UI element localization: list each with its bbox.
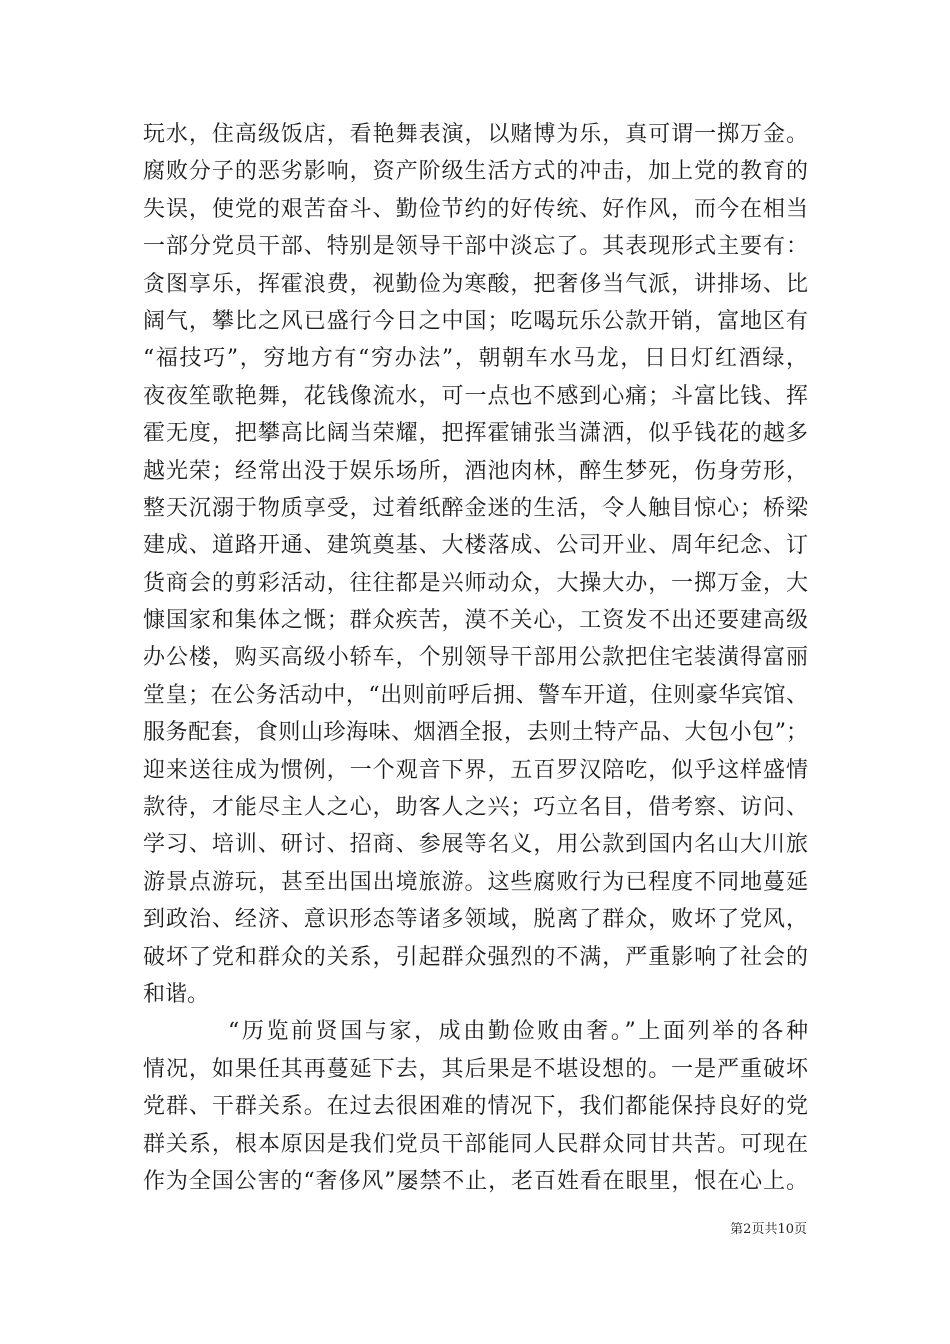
text-line: 越光荣；经常出没于娱乐场所，酒池肉林，醉生梦死，伤身劳形，	[143, 458, 808, 484]
text-line: 和谐。	[143, 981, 210, 1007]
text-line: 服务配套，食则山珍海味、烟酒全报，去则土特产品、大包小包”；	[143, 720, 808, 746]
text-line: 一部分党员干部、特别是领导干部中淡忘了。其表现形式主要有：	[143, 234, 808, 260]
text-line: 到政治、经济、意识形态等诸多领域，脱离了群众，败坏了党风，	[143, 907, 808, 933]
text-line: 建成、道路开通、建筑奠基、大楼落成、公司开业、周年纪念、订	[143, 533, 808, 559]
text-line: 游景点游玩，甚至出国出境旅游。这些腐败行为已程度不同地蔓延	[143, 869, 808, 895]
text-line: 腐败分子的恶劣影响，资产阶级生活方式的冲击，加上党的教育的	[143, 159, 808, 185]
text-line: 玩水，住高级饭店，看艳舞表演，以赌博为乐，真可谓一掷万金。	[143, 122, 808, 147]
text-line: 堂皇；在公务活动中，“出则前呼后拥、警车开道，住则豪华宾馆、	[143, 682, 808, 708]
text-line: 群关系，根本原因是我们党员干部能同人民群众同甘共苦。可现在	[143, 1131, 808, 1157]
text-line: 款待，才能尽主人之心，助客人之兴；巧立名目，借考察、访问、	[143, 795, 808, 821]
text-line: 破坏了党和群众的关系，引起群众强烈的不满，严重影响了社会的	[143, 944, 808, 970]
text-line: 失误，使党的艰苦奋斗、勤俭节约的好传统、好作风，而今在相当	[143, 196, 808, 222]
text-line: 夜夜笙歌艳舞，花钱像流水，可一点也不感到心痛；斗富比钱、挥	[143, 383, 808, 409]
text-line: 贪图享乐，挥霍浪费，视勤俭为寒酸，把奢侈当气派，讲排场、比	[143, 271, 808, 297]
text-line: 迎来送往成为惯例，一个观音下界，五百罗汉陪吃，似乎这样盛情	[143, 757, 808, 783]
text-line: 学习、培训、研讨、招商、参展等名义，用公款到国内名山大川旅	[143, 832, 808, 858]
page-number: 第2页共10页	[730, 1222, 807, 1237]
text-line: 霍无度，把攀高比阔当荣耀，把挥霍铺张当潇洒，似乎钱花的越多	[143, 421, 808, 447]
text-line: 慷国家和集体之慨；群众疾苦，漠不关心，工资发不出还要建高级	[143, 608, 808, 634]
text-line: 办公楼，购买高级小轿车，个别领导干部用公款把住宅装潢得富丽	[143, 645, 808, 671]
text-line: 货商会的剪彩活动，往往都是兴师动众，大操大办，一掷万金，大	[143, 570, 808, 596]
text-line: 阔气，攀比之风已盛行今日之中国；吃喝玩乐公款开销，富地区有	[143, 308, 808, 334]
body-text	[143, 116, 808, 1200]
text-line: “历览前贤国与家，成由勤俭败由奢。”上面列举的各种	[228, 1019, 808, 1045]
text-line: 情况，如果任其再蔓延下去，其后果是不堪设想的。一是严重破坏	[143, 1056, 808, 1082]
text-line: 整天沉溺于物质享受，过着纸醉金迷的生活，令人触目惊心；桥梁	[143, 495, 808, 521]
text-line: 党群、干群关系。在过去很困难的情况下，我们都能保持良好的党	[143, 1094, 808, 1120]
text-line: “福技巧”，穷地方有“穷办法”，朝朝车水马龙，日日灯红酒绿，	[143, 346, 808, 372]
text-line: 作为全国公害的“奢侈风”屡禁不止，老百姓看在眼里，恨在心上。	[143, 1168, 808, 1194]
